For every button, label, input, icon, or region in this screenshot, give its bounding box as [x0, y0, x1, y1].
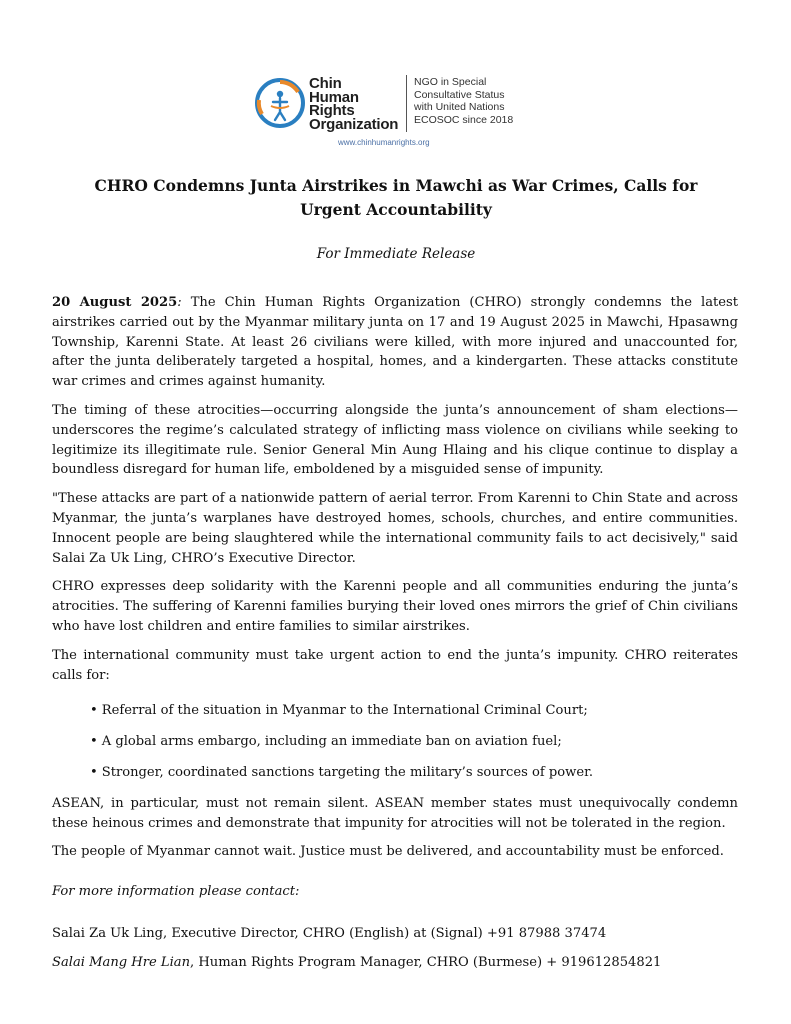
- contact-details: , Human Rights Program Manager, CHRO (Burmese) + 919612854821: [190, 954, 662, 970]
- date-colon: :: [177, 295, 182, 310]
- release-subtitle: For Immediate Release: [316, 246, 476, 262]
- chro-emblem-icon: [253, 76, 307, 130]
- press-release-title: CHRO Condemns Junta Airstrikes in Mawchi as War Crimes, Calls for Urgent Accountability: [94, 176, 698, 219]
- logo-status-text: [414, 76, 554, 126]
- release-date: 20 August 2025: [52, 295, 178, 310]
- paragraph-closing: The people of Myanmar cannot wait. Justice must be delivered, and accountability must be enforced.: [52, 844, 724, 860]
- logo-name-line: Rights: [309, 102, 355, 119]
- list-item: • A global arms embargo, including an immediate ban on aviation fuel;: [90, 732, 738, 752]
- website-url: www.chinhumanrights.org: [338, 138, 430, 147]
- logo-name-line: Chin: [309, 75, 342, 92]
- paragraph-intro: [52, 293, 738, 392]
- paragraph-calls-intro: The international community must take urgent action to end the junta’s impunity. CHRO reiterates calls for:: [52, 647, 738, 683]
- logo-name-line: Organization: [309, 115, 399, 133]
- status-line: with United Nations: [414, 101, 505, 113]
- status-line: Consultative Status: [414, 88, 505, 101]
- logo-name-line: Human: [309, 88, 359, 106]
- list-item: • Referral of the situation in Myanmar to the International Criminal Court;: [90, 701, 738, 721]
- contact-line-burmese: [52, 953, 738, 973]
- press-release-body: [52, 293, 738, 982]
- logo-organization-name: [309, 77, 409, 131]
- list-item: • Stronger, coordinated sanctions targeting the military’s sources of power.: [90, 763, 738, 783]
- contact-heading: For more information please contact:: [52, 884, 300, 900]
- chro-logo: [253, 72, 543, 152]
- contact-line-english: Salai Za Uk Ling, Executive Director, CHRO (English) at (Signal) +91 87988 37474: [52, 925, 607, 941]
- status-line: ECOSOC since 2018: [414, 113, 514, 126]
- paragraph-asean: ASEAN, in particular, must not remain silent. ASEAN member states must unequivocally condemn these heinous crimes and demonstrate that impunity for atrocities will not be tolerated in the region.: [52, 795, 738, 831]
- status-line: NGO in Special: [414, 76, 487, 88]
- contact-name: Salai Mang Hre Lian: [52, 954, 191, 970]
- logo-divider: [406, 75, 407, 132]
- intro-text: The Chin Human Rights Organization (CHRO) strongly condemns the latest airstrikes carried out by the Myanmar military junta on 17 and 19 August 2025 in Mawchi, Hpasawng Township, Karenni State. At least 26 civilians were killed, with more injured and unaccounted for, after the junta deliberately targeted a hospital, homes, and a kindergarten. These attacks constitute war crimes and crimes against humanity.: [52, 295, 738, 390]
- calls-list: [52, 701, 738, 782]
- paragraph-timing: The timing of these atrocities—occurring alongside the junta’s announcement of sham elections—underscores the regime’s calculated strategy of inflicting mass violence on civilians while seeking to legitimize its illegitimate rule. Senior General Min Aung Hlaing and his clique continue to display a boundless disregard for human life, emboldened by a misguided sense of impunity.: [52, 402, 738, 478]
- paragraph-quote: "These attacks are part of a nationwide pattern of aerial terror. From Karenni to Chin State and across Myanmar, the junta’s warplanes have destroyed homes, schools, churches, and entire communities. Innocent people are being slaughtered while the international community fails to act decisively," said Salai Za Uk Ling, CHRO’s Executive Director.: [52, 491, 738, 566]
- paragraph-solidarity: CHRO expresses deep solidarity with the Karenni people and all communities enduring the junta’s atrocities. The suffering of Karenni families burying their loved ones mirrors the grief of Chin civilians who have lost children and entire families to similar airstrikes.: [52, 579, 738, 634]
